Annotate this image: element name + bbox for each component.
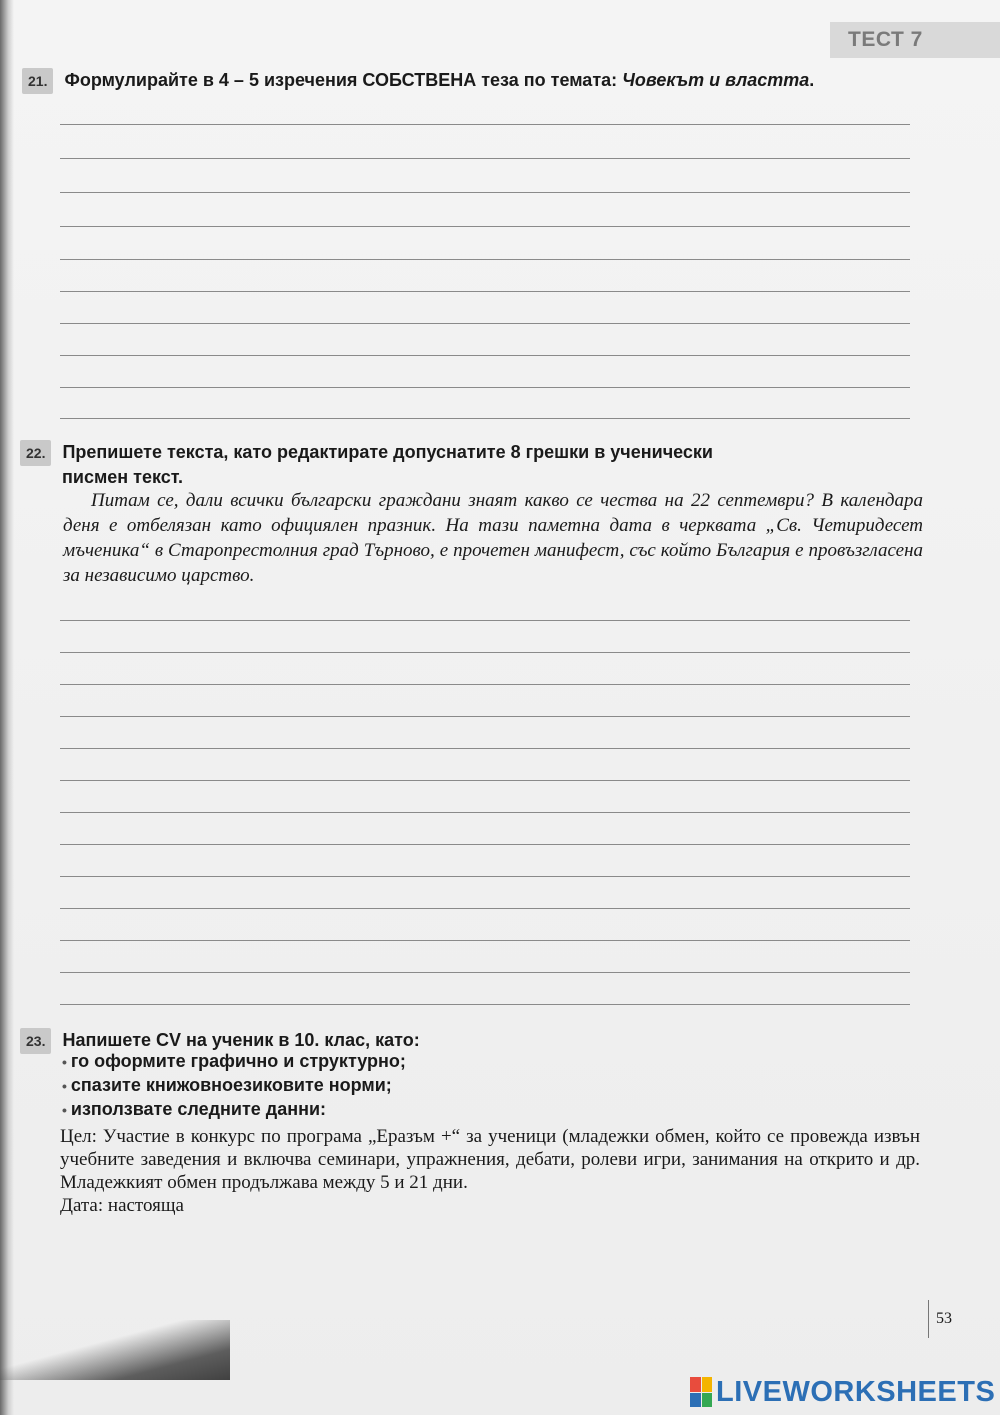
bullet-item: • използвате следните данни: [62,1099,327,1119]
answer-line[interactable] [60,323,910,324]
answer-line[interactable] [60,684,910,685]
answer-line[interactable] [60,844,910,845]
question-23-number: 23. [20,1028,51,1054]
answer-line[interactable] [60,876,910,877]
answer-line[interactable] [60,124,910,125]
answer-line[interactable] [60,812,910,813]
answer-line[interactable] [60,620,910,621]
answer-line[interactable] [60,355,910,356]
cv-date: Дата: настояща [60,1195,184,1216]
liveworksheets-watermark [690,1375,995,1409]
question-22-prompt-line1: Препишете текста, като редактирате допуснатите 8 грешки в ученически [62,441,713,462]
question-22-passage: Питам се, дали всички български граждани знаят какво се чества на 22 септември? В календара деня е отбелязан като официялен празник. На тази паметна дата в черквата „Св. Четиридесет мъченика“ в Старопрестолния град Търново, е прочетен манифест, със който България е провъзгласена за независимо царство. [63,490,923,586]
answer-line[interactable] [60,259,910,260]
question-22-number: 22. [20,440,51,466]
page-number: 53 [936,1310,952,1327]
watermark-text: LIVEWORKSHEETS [716,1375,996,1408]
question-22-prompt-line2: писмен текст. [62,467,183,487]
cv-goal: Цел: Участие в конкурс по програма „Еразъм +“ за ученици (младежки обмен, който се провежда извън учебните заведения и включва семинари, упражнения, дебати, ролеви игри, занимания на открито и др. Младежкият обмен продължава между 5 и 21 дни. [60,1126,920,1193]
answer-line[interactable] [60,226,910,227]
question-23-prompt: Напишете CV на ученик в 10. клас, като: [62,1029,420,1050]
page-edge-shadow [0,0,14,1415]
answer-line[interactable] [60,748,910,749]
answer-line[interactable] [60,972,910,973]
question-21-prompt: Формулирайте в 4 – 5 изречения СОБСТВЕНА теза по темата: [64,69,623,90]
answer-line[interactable] [60,192,910,193]
answer-line[interactable] [60,716,910,717]
answer-line[interactable] [60,652,910,653]
bullet-item: • спазите книжовноезиковите норми; [62,1075,392,1095]
answer-line[interactable] [60,780,910,781]
question-21-topic: Човекът и властта [622,69,810,90]
answer-line[interactable] [60,418,910,419]
page-corner-shadow [0,1320,230,1380]
question-21-number: 21. [22,68,53,94]
page-number-rule [928,1300,929,1338]
answer-line[interactable] [60,940,910,941]
answer-line[interactable] [60,1004,910,1005]
question-23-data [60,1125,920,1217]
answer-line[interactable] [60,291,910,292]
answer-line[interactable] [60,908,910,909]
question-21-title: 21. Формулирайте в 4 – 5 изречения СОБСТВЕНА теза по темата: Човекът и властта. [22,68,814,94]
test-label: ТЕСТ 7 [830,22,1000,58]
answer-line[interactable] [60,387,910,388]
answer-line[interactable] [60,158,910,159]
question-23-bullets [62,1050,406,1122]
question-22-title [20,440,920,488]
bullet-item: • го оформите графично и структурно; [62,1051,406,1071]
liveworksheets-logo-icon [690,1377,712,1407]
